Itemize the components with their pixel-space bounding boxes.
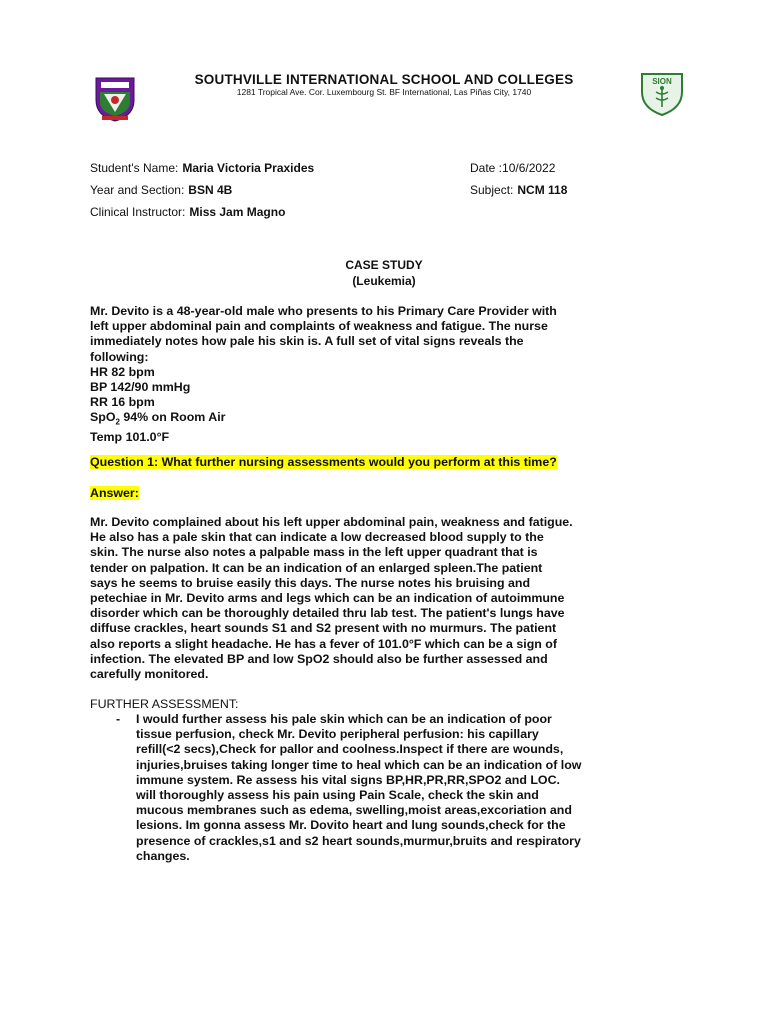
school-address: 1281 Tropical Ave. Cor. Luxembourg St. BF International, Las Piñas City, 1740 (236, 87, 532, 97)
student-name-row (90, 161, 314, 175)
question-1 (90, 455, 690, 470)
instructor-label: Clinical Instructor: (90, 205, 186, 219)
subject-row (470, 183, 567, 197)
year-section-row (90, 183, 232, 197)
student-name-label: Student's Name: (90, 161, 179, 175)
question-text: Question 1: What further nursing assessments would you perform at this time? (90, 455, 557, 469)
case-line: Mr. Devito is a 48-year-old male who presents to his Primary Care Provider with (90, 304, 557, 318)
school-name: SOUTHVILLE INTERNATIONAL SCHOOL AND COLLEGES (194, 72, 574, 87)
bullet-line: immune system. Re assess his vital signs BP,HR,PR,RR,SPO2 and LOC. (136, 772, 560, 787)
case-study-subtitle: (Leukemia) (352, 274, 416, 288)
bullet-line: changes. (136, 848, 190, 863)
vital-hr: HR 82 bpm (90, 364, 155, 379)
bullet-line: lesions. Im gonna assess Mr. Dovito heart and lung sounds,check for the (136, 818, 566, 833)
bullet-line: I would further assess his pale skin which can be an indication of poor (136, 712, 552, 726)
answer-label-block (90, 486, 690, 501)
answer-line: says he seems to bruise easily this days. The nurse notes his bruising and (90, 575, 531, 590)
bullet-line: will thoroughly assess his pain using Pain Scale, check the skin and (136, 788, 539, 803)
further-assessment-bullet (136, 712, 696, 864)
case-description (90, 304, 690, 445)
answer-line: infection. The elevated BP and low SpO2 should also be further assessed and (90, 651, 548, 666)
bullet-dash: - (116, 712, 121, 726)
instructor-value: Miss Jam Magno (189, 205, 286, 219)
date-value: 10/6/2022 (502, 161, 556, 175)
answer-line: tender on palpation. It can be an indication of an enlarged spleen.The patient (90, 560, 543, 575)
vital-spo2-sub: 2 (115, 417, 120, 427)
bullet-line: injuries,bruises taking longer time to heal which can be an indication of low (136, 757, 582, 772)
case-study-title: CASE STUDY (345, 258, 423, 272)
answer-line: also reports a slight headache. He has a fever of 101.0°F which can be a sign of (90, 636, 558, 651)
case-line: following: (90, 349, 149, 364)
bullet-line: tissue perfusion, check Mr. Devito peripheral perfusion: his capillary (136, 727, 539, 742)
vital-bp: BP 142/90 mmHg (90, 380, 191, 395)
subject-label: Subject: (470, 183, 514, 197)
bullet-line: mucous membranes such as edema, swelling,moist areas,excoriation and (136, 803, 572, 818)
answer-line: skin. The nurse also notes a palpable mass in the left upper quadrant that is (90, 545, 538, 560)
date-row (470, 161, 555, 175)
answer-line: Mr. Devito complained about his left upper abdominal pain, weakness and fatigue. (90, 515, 573, 529)
student-name-value: Maria Victoria Praxides (182, 161, 315, 175)
answer-label: Answer: (90, 486, 139, 500)
answer-line: He also has a pale skin that can indicate a low decreased blood supply to the (90, 530, 544, 545)
vital-rr: RR 16 bpm (90, 395, 155, 410)
date-label: Date : (470, 161, 503, 175)
further-assessment-title: FURTHER ASSESSMENT: (90, 697, 239, 711)
answer-line: carefully monitored. (90, 667, 209, 682)
year-section-value: BSN 4B (188, 183, 233, 197)
further-assessment-heading (90, 697, 690, 712)
year-section-label: Year and Section: (90, 183, 185, 197)
vital-spo2 (90, 410, 690, 430)
sion-logo-text: SION (652, 77, 672, 86)
vital-temp: Temp 101.0°F (90, 430, 170, 445)
vital-spo2-prefix: SpO (90, 410, 116, 425)
subject-value: NCM 118 (517, 183, 568, 197)
sion-logo-right (638, 72, 686, 116)
answer-line: diffuse crackles, heart sounds S1 and S2 present with no murmurs. The patient (90, 621, 557, 636)
answer-line: disorder which can be thoroughly detailed thru lab test. The patient's lungs have (90, 606, 565, 621)
bullet-line: refill(<2 secs),Check for pallor and coolness.Inspect if there are wounds, (136, 742, 564, 757)
case-line: left upper abdominal pain and complaints of weakness and fatigue. The nurse (90, 319, 548, 334)
vital-spo2-rest: 94% on Room Air (119, 410, 226, 425)
school-logo-left (92, 72, 138, 122)
instructor-row (90, 205, 285, 219)
case-line: immediately notes how pale his skin is. A full set of vital signs reveals the (90, 334, 524, 349)
answer-paragraph (90, 515, 690, 682)
bullet-line: presence of crackles,s1 and s2 heart sounds,murmur,bruits and respiratory (136, 833, 581, 848)
answer-line: petechiae in Mr. Devito arms and legs which can be an indication of autoimmune (90, 591, 565, 606)
